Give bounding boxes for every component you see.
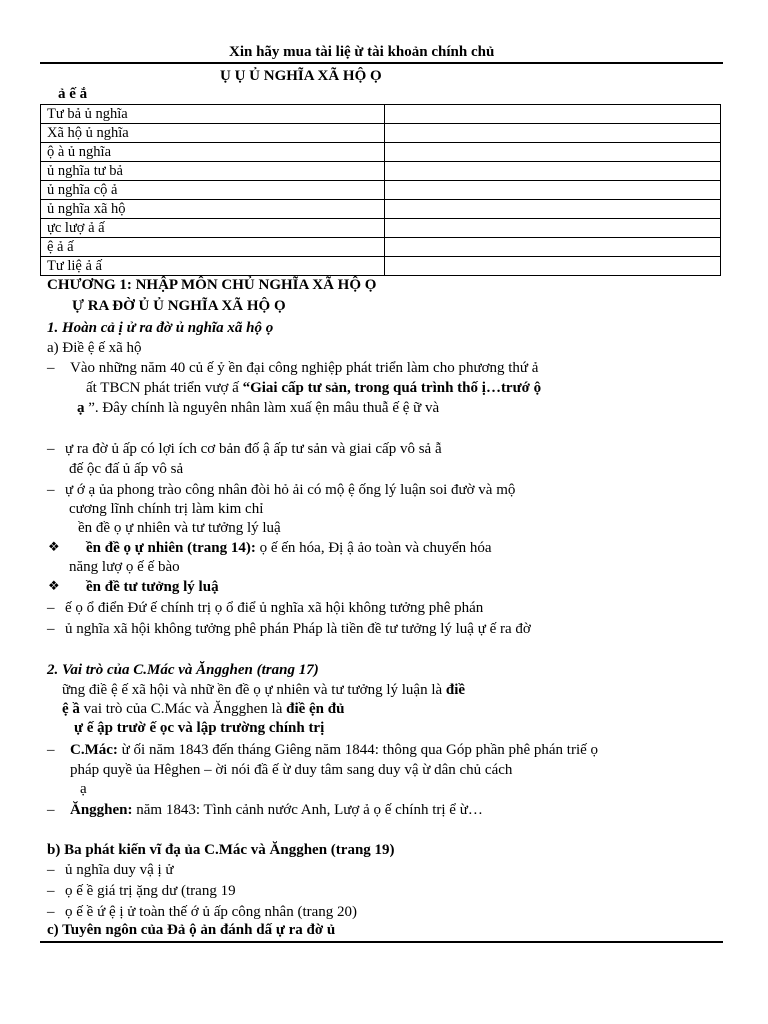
text-span: năm 1843: Tình cảnh nước Anh, Lượ ả ọ ế chính trị ể ừ… — [132, 802, 483, 818]
paragraph-line: ự ra đờ ủ ấp có lợi ích cơ bản đố ậ ấp tư sản và giai cấp vô sả ẫ — [65, 441, 442, 457]
paragraph-line: ền đề tư tưởng lý luậ — [86, 579, 219, 595]
paragraph-line: ự ớ ạ ủa phong trào công nhân đòi hỏ ải có mộ ệ ống lý luận soi đườ và mộ — [65, 482, 516, 498]
list-item: ọ ế ề ứ ệ ị ử toàn thế ớ ủ ấp công nhân (trang 20) — [65, 904, 358, 920]
dash-marker: – — [47, 883, 55, 899]
term-cell: Tư bả ủ nghĩa — [41, 105, 385, 124]
page-cell — [385, 181, 721, 200]
page-cell — [385, 143, 721, 162]
paragraph-line: ế ọ ổ điển Đứ ế chính trị ọ ổ điể ủ nghĩa xã hội không tưởng phê phán — [65, 600, 484, 616]
quote-span: “Giai cấp tư sản, trong quá trình thố ị…trướ ộ — [242, 380, 542, 396]
paragraph-line: đế ộc đấ ủ ấp vô sả — [69, 461, 184, 477]
term-cell: ủ nghĩa cộ ả — [41, 181, 385, 200]
terms-table — [40, 104, 721, 276]
text-span: ừ ối năm 1843 đến tháng Giêng năm 1844: thông qua Góp phần phê phán triế ọ — [117, 742, 599, 758]
paragraph-line: ền đề ọ ự nhiên và tư tưởng lý luậ — [78, 520, 281, 536]
section-1a-heading: a) Điề ệ ế xã hộ — [47, 340, 142, 356]
page-cell — [385, 105, 721, 124]
section-1-heading: 1. Hoàn cả ị ử ra đờ ủ nghĩa xã hộ ọ — [47, 320, 274, 336]
paragraph-line — [77, 399, 439, 417]
page-cell — [385, 162, 721, 181]
term-cell: Tư liệ ả ấ — [41, 257, 385, 276]
paragraph-line — [62, 700, 344, 718]
table-row — [41, 257, 721, 276]
quote-span: ạ — [77, 400, 85, 416]
paragraph-line: ạ — [80, 781, 87, 797]
paragraph-line: pháp quyề ủa Hêghen – ời nói đầ ế ừ duy tâm sang duy vậ ừ dân chủ cách — [70, 762, 513, 778]
dash-marker: – — [47, 862, 55, 878]
term-span: C.Mác: — [70, 742, 118, 758]
paragraph-line: ự ế ập trườ ế ọc và lập trường chính trị — [74, 720, 325, 736]
paragraph-line — [70, 801, 483, 819]
page-cell — [385, 124, 721, 143]
term-cell: ủ nghĩa xã hộ — [41, 200, 385, 219]
paragraph-line — [62, 681, 465, 699]
list-item: ủ nghĩa duy vậ ị ử — [65, 862, 174, 878]
paragraph-line — [86, 539, 492, 557]
chapter-title: CHƯƠNG 1: NHẬP MÔN CHỦ NGHĨA XÃ HỘ Ọ — [47, 277, 377, 293]
table-row — [41, 181, 721, 200]
document-subtitle: ả ế ắ — [58, 86, 88, 102]
section-2-heading: 2. Vai trò của C.Mác và Ăngghen (trang 17) — [47, 662, 319, 678]
term-span: ền đề ọ ự nhiên (trang 14): — [86, 540, 256, 556]
table-row — [41, 200, 721, 219]
diamond-bullet-icon: ❖ — [48, 539, 60, 554]
dash-marker: – — [47, 904, 55, 920]
text-span: ất TBCN phát triển vượ ấ — [86, 380, 243, 396]
table-row — [41, 143, 721, 162]
text-span: ọ ế ến hóa, Đị ậ ảo toàn và chuyển hóa — [259, 540, 492, 556]
document-title: Ụ Ụ Ủ NGHĨA XÃ HỘ Ọ — [220, 68, 382, 84]
dash-marker: – — [47, 802, 55, 818]
table-row — [41, 219, 721, 238]
term-cell: ực lượ ả ấ — [41, 219, 385, 238]
table-row — [41, 238, 721, 257]
page-cell — [385, 257, 721, 276]
table-row — [41, 105, 721, 124]
term-span: điề — [445, 682, 466, 698]
term-cell: ộ à ủ nghĩa — [41, 143, 385, 162]
paragraph-line — [70, 741, 598, 759]
dash-marker: – — [47, 482, 55, 498]
page-cell — [385, 219, 721, 238]
term-span: Ăngghen: — [70, 802, 133, 818]
term-cell: ệ ả ấ — [41, 238, 385, 257]
chapter-subtitle: Ự RA ĐỜ Ủ Ủ NGHĨA XÃ HỘ Ọ — [72, 298, 286, 314]
dash-marker: – — [47, 742, 55, 758]
header-rule — [40, 62, 723, 64]
dash-marker: – — [47, 600, 55, 616]
paragraph-line: ủ nghĩa xã hội không tưởng phê phán Pháp là tiền đề tư tưởng lý luậ ự ế ra đờ — [65, 621, 531, 637]
text-span: ”. Đây chính là nguyên nhân làm xuấ ện mâu thuẫ ế ệ ữ và — [88, 400, 440, 416]
term-cell: Xã hộ ủ nghĩa — [41, 124, 385, 143]
term-span: điề ện đủ — [286, 701, 345, 717]
term-cell: ủ nghĩa tư bả — [41, 162, 385, 181]
list-item: ọ ế ề giá trị ặng dư (trang 19 — [65, 883, 236, 899]
page-cell — [385, 238, 721, 257]
dash-marker: – — [47, 441, 55, 457]
text-span: vai trò của C.Mác và Ăngghen là — [79, 701, 283, 717]
dash-marker: – — [47, 360, 55, 376]
page-cell — [385, 200, 721, 219]
text-span: ững điề ệ ế xã hội và nhữ ền đề ọ ự nhiên và tư tưởng lý luận là — [62, 682, 443, 698]
term-span: ệ ầ — [62, 701, 80, 717]
section-b-heading: b) Ba phát kiến vĩ đạ ủa C.Mác và Ăngghen (trang 19) — [47, 842, 395, 858]
table-row — [41, 162, 721, 181]
purchase-notice: Xin hãy mua tài liệ ừ tài khoản chính chủ — [229, 44, 495, 60]
section-c-heading: c) Tuyên ngôn của Đả ộ ản đánh dấ ự ra đờ ủ — [47, 922, 336, 938]
paragraph-line — [86, 379, 541, 397]
diamond-bullet-icon: ❖ — [48, 578, 60, 593]
paragraph-line: cương lĩnh chính trị làm kim chỉ — [69, 501, 264, 517]
paragraph-line: năng lượ ọ ế ế bào — [69, 559, 180, 575]
footer-rule — [40, 941, 723, 943]
dash-marker: – — [47, 621, 55, 637]
paragraph-line: Vào những năm 40 củ ế ỷ ền đại công nghiệp phát triển làm cho phương thứ ả — [70, 360, 539, 376]
table-row — [41, 124, 721, 143]
